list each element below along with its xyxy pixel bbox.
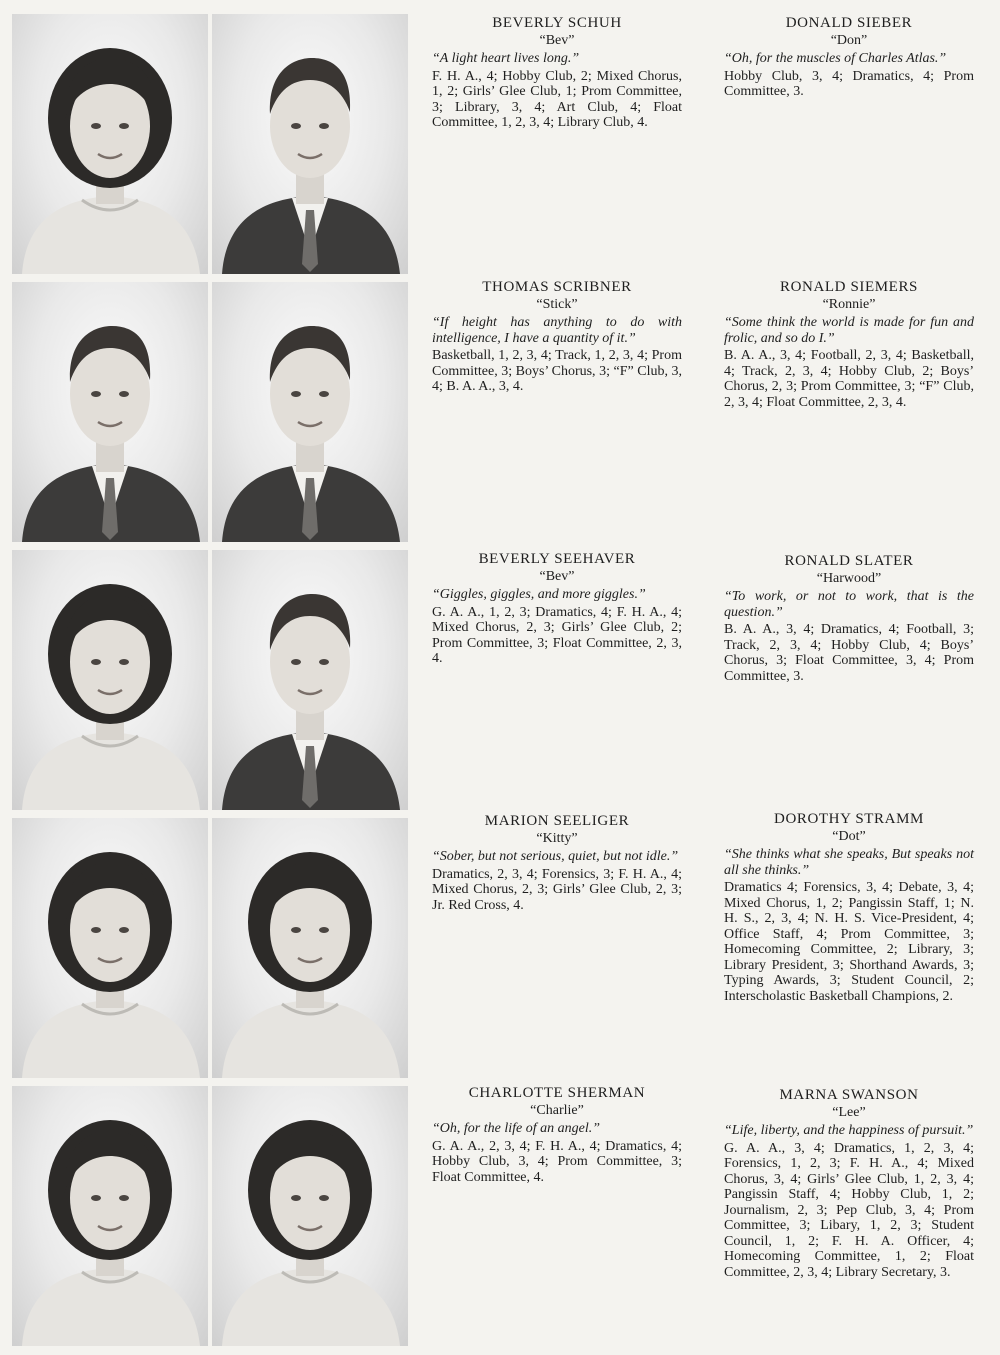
senior-activities: G. A. A., 3, 4; Dramatics, 1, 2, 3, 4; Forensics, 1, 2, 3; F. H. A., 4; Mixed Chorus, 3, 4; Girls’ Glee Club, 1, 2, 3, 4; Pangissin Staff, 4; Hobby Club, 1, 2; Journalism, 2, 3; Pep Club, 3, 4; Prom Committee, 3; Libary, 1, 2, 3; Student Council, 1, 2; F. H. A. Officer, 4; Homecoming Committee, 1, 2; Float Committee, 2, 3, 4; Library Secretary, 3. bbox=[724, 1140, 974, 1280]
senior-activities: Basketball, 1, 2, 3, 4; Track, 1, 2, 3, 4; Prom Committee, 3; Boys’ Chorus, 3; “F” Club, 3, 4; B. A. A., 3, 4. bbox=[432, 348, 682, 394]
portrait-photo bbox=[12, 818, 208, 1078]
portrait-photo bbox=[212, 14, 408, 274]
senior-name: RONALD SLATER bbox=[784, 553, 914, 569]
senior-activities: F. H. A., 4; Hobby Club, 2; Mixed Chorus, 1, 2; Girls’ Glee Club, 1; Prom Committee, 3; Library, 3, 4; Art Club, 4; Float Committee, 1, 2, 3, 4; Library Club, 4. bbox=[432, 68, 682, 130]
senior-name: MARNA SWANSON bbox=[779, 1087, 919, 1103]
portrait-silhouette bbox=[12, 550, 208, 810]
portrait-photo bbox=[212, 1086, 408, 1346]
senior-quote: “She thinks what she speaks, But speaks not all she thinks.” bbox=[724, 847, 974, 878]
senior-entry bbox=[432, 550, 682, 667]
senior-name: THOMAS SCRIBNER bbox=[482, 279, 632, 295]
senior-quote: “To work, or not to work, that is the question.” bbox=[724, 589, 974, 620]
senior-entry bbox=[432, 14, 682, 131]
senior-nickname: “Kitty” bbox=[536, 831, 578, 846]
portrait-silhouette bbox=[212, 550, 408, 810]
portrait-photo bbox=[212, 818, 408, 1078]
senior-nickname: “Don” bbox=[830, 33, 868, 48]
senior-name: MARION SEELIGER bbox=[484, 813, 630, 829]
senior-name: CHARLOTTE SHERMAN bbox=[468, 1085, 646, 1101]
portrait-photo bbox=[12, 550, 208, 810]
senior-nickname: “Harwood” bbox=[816, 571, 882, 586]
senior-quote: “Some think the world is made for fun and frolic, and so do I.” bbox=[724, 315, 974, 346]
senior-activities: Dramatics 4; Forensics, 3, 4; Debate, 3, 4; Mixed Chorus, 1, 2; Pangissin Staff, 1; N. H. S., 2, 3, 4; N. H. S. Vice-President, 4; Office Staff, 4; Prom Committee, 3; Homecoming Committee, 2; Library, 3; Library President, 3; Shorthand Awards, 3; Typing Awards, 3; Student Council, 2; Interscholastic Basketball Champions, 2. bbox=[724, 880, 974, 1004]
senior-quote: “Oh, for the muscles of Charles Atlas.” bbox=[724, 51, 947, 66]
senior-nickname: “Lee” bbox=[832, 1105, 866, 1120]
portrait-photo bbox=[12, 282, 208, 542]
portrait-photo bbox=[12, 1086, 208, 1346]
senior-entry bbox=[724, 1086, 974, 1280]
senior-entry bbox=[724, 14, 974, 100]
senior-quote: “A light heart lives long.” bbox=[432, 51, 580, 66]
senior-quote: “Giggles, giggles, and more giggles.” bbox=[432, 587, 646, 602]
senior-name: DOROTHY STRAMM bbox=[774, 811, 924, 827]
senior-nickname: “Ronnie” bbox=[822, 297, 876, 312]
senior-entry bbox=[724, 278, 974, 410]
senior-name: DONALD SIEBER bbox=[785, 15, 913, 31]
senior-nickname: “Bev” bbox=[539, 33, 575, 48]
senior-activities: B. A. A., 3, 4; Football, 2, 3, 4; Basketball, 4; Track, 2, 3, 4; Hobby Club, 2; Boys’ Chorus, 2, 3; Prom Committee, 3; “F” Club, 2, 3, 4; Float Committee, 2, 3, 4. bbox=[724, 348, 974, 410]
senior-activities: G. A. A., 2, 3, 4; F. H. A., 4; Dramatics, 4; Hobby Club, 3, 4; Prom Committee, 3; Float Committee, 4. bbox=[432, 1138, 682, 1185]
portrait-silhouette bbox=[212, 14, 408, 274]
portrait-photo bbox=[12, 14, 208, 274]
senior-name: RONALD SIEMERS bbox=[780, 279, 918, 295]
senior-nickname: “Dot” bbox=[832, 829, 866, 844]
senior-name: BEVERLY SCHUH bbox=[492, 15, 622, 31]
portrait-silhouette bbox=[12, 818, 208, 1078]
senior-activities: G. A. A., 1, 2, 3; Dramatics, 4; F. H. A., 4; Mixed Chorus, 2, 3; Girls’ Glee Club, 2; Prom Committee, 3; Float Committee, 2, 3, 4. bbox=[432, 604, 682, 666]
senior-entry bbox=[432, 278, 682, 395]
senior-entry bbox=[432, 1084, 682, 1185]
senior-name: BEVERLY SEEHAVER bbox=[478, 551, 636, 567]
senior-activities: Dramatics, 2, 3, 4; Forensics, 3; F. H. A., 4; Mixed Chorus, 2, 3; Girls’ Glee Club, 2, 3; Jr. Red Cross, 4. bbox=[432, 866, 682, 913]
portrait-silhouette bbox=[212, 282, 408, 542]
portrait-silhouette bbox=[212, 1086, 408, 1346]
portrait-silhouette bbox=[12, 14, 208, 274]
senior-activities: B. A. A., 3, 4; Dramatics, 4; Football, 3; Track, 2, 3, 4; Hobby Club, 4; Boys’ Chorus, 3; Float Committee, 3, 4; Prom Committee, 3. bbox=[724, 622, 974, 684]
portrait-photo bbox=[212, 550, 408, 810]
portrait-silhouette bbox=[12, 282, 208, 542]
senior-activities: Hobby Club, 3, 4; Dramatics, 4; Prom Committee, 3. bbox=[724, 68, 974, 99]
senior-entry bbox=[724, 810, 974, 1004]
senior-nickname: “Bev” bbox=[539, 569, 575, 584]
senior-quote: “Oh, for the life of an angel.” bbox=[432, 1121, 600, 1136]
portrait-silhouette bbox=[12, 1086, 208, 1346]
senior-quote: “Sober, but not serious, quiet, but not idle.” bbox=[432, 849, 679, 864]
senior-quote: “Life, liberty, and the happiness of pursuit.” bbox=[724, 1123, 974, 1138]
senior-entry bbox=[724, 552, 974, 684]
senior-entry bbox=[432, 812, 682, 913]
portrait-silhouette bbox=[212, 818, 408, 1078]
portrait-grid bbox=[12, 14, 410, 1346]
senior-nickname: “Stick” bbox=[536, 297, 578, 312]
senior-quote: “If height has anything to do with intelligence, I have a quantity of it.” bbox=[432, 315, 682, 346]
senior-nickname: “Charlie” bbox=[530, 1103, 584, 1118]
portrait-photo bbox=[212, 282, 408, 542]
